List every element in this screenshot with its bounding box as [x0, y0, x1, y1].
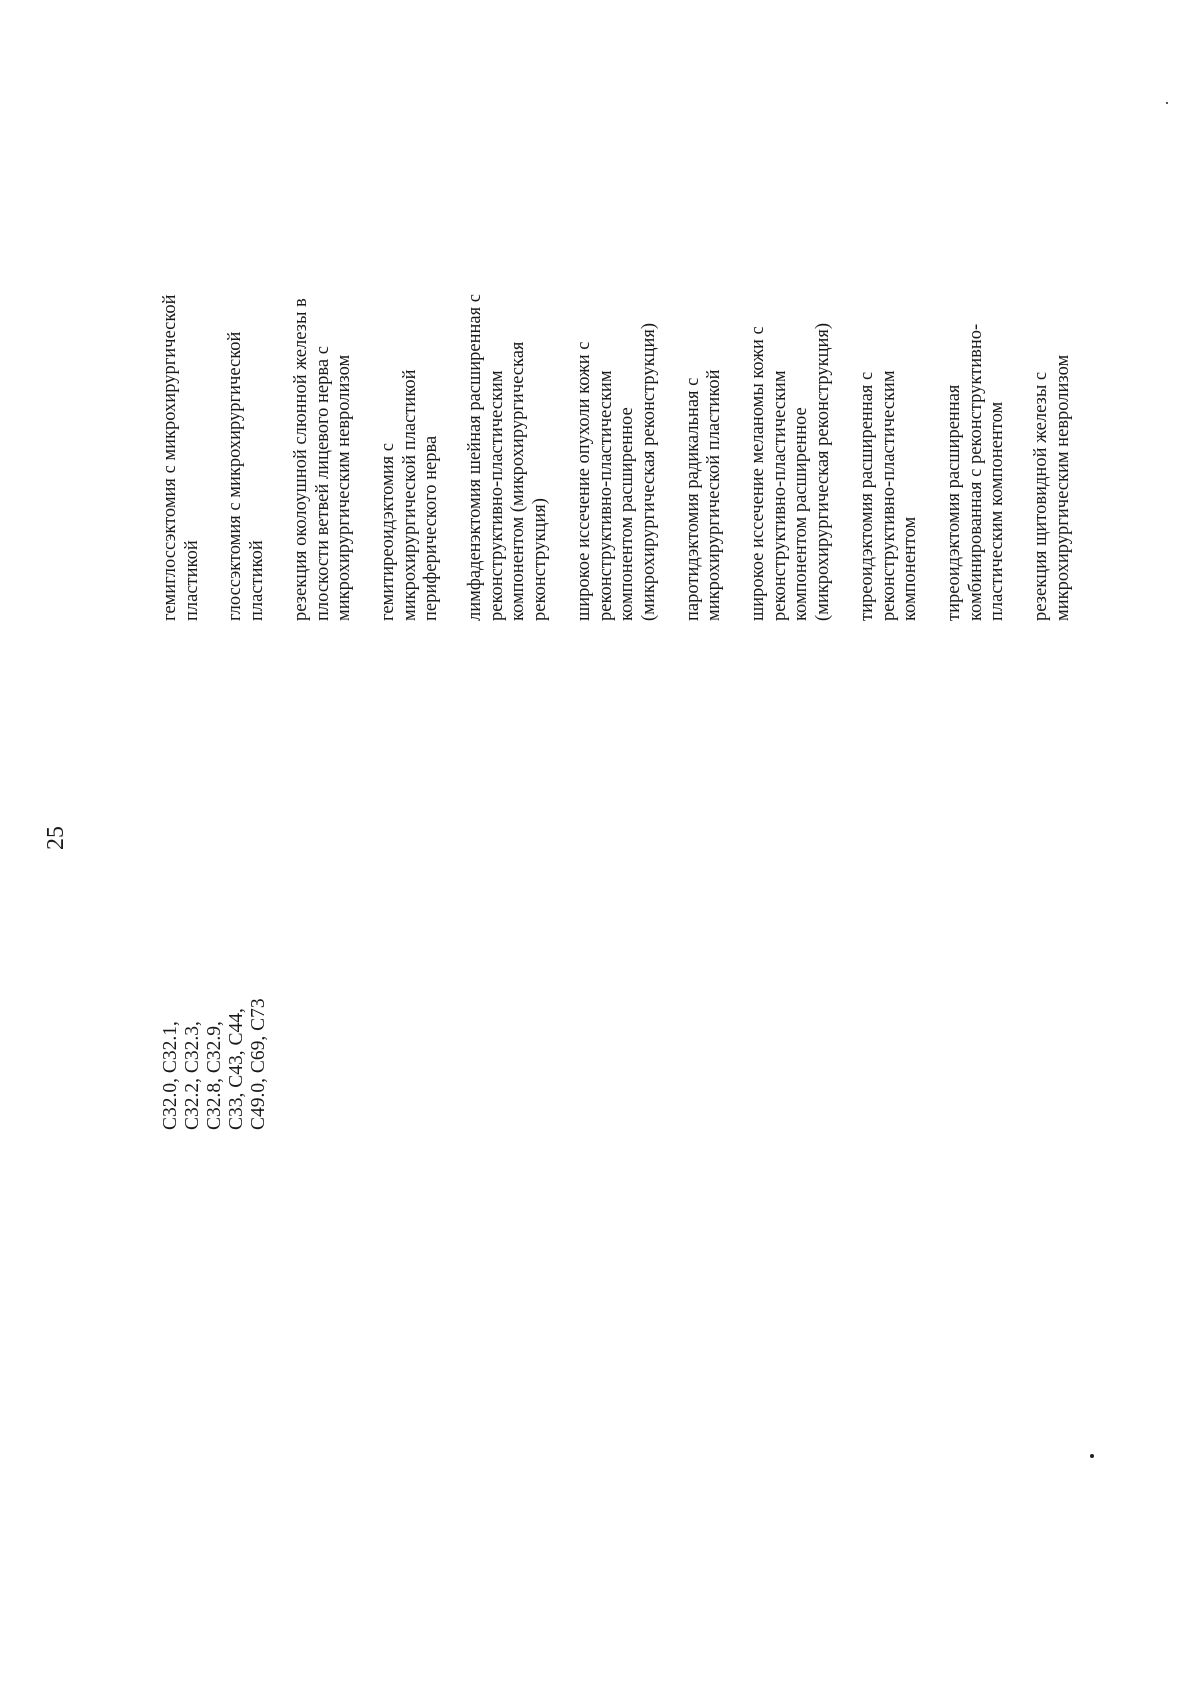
procedure-line: (микрохирургическая реконструкция)	[813, 322, 834, 621]
code-line: C49.0, C69, C73	[248, 998, 269, 1130]
procedure-item	[748, 181, 835, 621]
procedure-item	[225, 181, 268, 621]
code-line: C32.8, C32.9,	[204, 1021, 225, 1130]
procedure-item	[291, 181, 356, 621]
procedure-line: периферического нерва	[421, 435, 442, 621]
code-line: C32.2, C32.3,	[182, 1021, 203, 1130]
procedure-line: широкое иссечение меланомы кожи с	[748, 326, 769, 621]
procedure-line: тиреоидэктомия расширенная	[943, 384, 964, 621]
procedure-line: реконструкция)	[530, 498, 551, 621]
procedure-item	[1031, 181, 1074, 621]
procedure-line: микрохирургической пластикой	[399, 369, 420, 621]
procedure-line: широкое иссечение опухоли кожи с	[573, 341, 594, 621]
page-number: 25	[43, 826, 69, 850]
procedure-line: тиреоидэктомия расширенная с	[856, 371, 877, 621]
procedure-item	[857, 181, 922, 621]
code-line: C33, C43, C44,	[226, 1008, 247, 1130]
procedure-item	[160, 181, 203, 621]
code-line: C32.0, C32.1,	[160, 1021, 181, 1130]
procedure-line: пластическим компонентом	[987, 401, 1008, 621]
procedure-line: компонентом	[900, 516, 921, 621]
procedure-line: компонентом расширенное	[791, 407, 812, 621]
procedure-line: плоскости ветвей лицевого нерва с	[312, 346, 333, 621]
procedure-item	[574, 181, 661, 621]
procedure-line: лимфаденэктомия шейная расширенная с	[465, 294, 486, 621]
procedure-list	[160, 181, 1097, 621]
procedure-line: микрохирургическим невролизом	[1052, 354, 1073, 621]
procedure-line: комбинированная с реконструктивно-	[965, 323, 986, 621]
procedure-line: реконструктивно-пластическим	[769, 370, 790, 621]
procedure-item	[465, 181, 552, 621]
procedure-line: резекция щитовидной железы с	[1031, 371, 1052, 621]
procedure-line: резекция околоушной слюнной железы в	[290, 298, 311, 621]
procedure-item	[944, 181, 1009, 621]
procedure-line: глоссэктомия с микрохирургической	[225, 331, 246, 621]
procedure-line: реконструктивно-пластическим	[595, 370, 616, 621]
procedure-line: гемитиреоидэктомия с	[377, 442, 398, 621]
procedure-line: реконструктивно-пластическим	[486, 370, 507, 621]
diagnosis-codes	[160, 830, 270, 1130]
procedure-line: микрохирургической пластикой	[704, 369, 725, 621]
procedure-line: (микрохирургическая реконструкция)	[638, 322, 659, 621]
procedure-item	[378, 181, 443, 621]
procedure-line: компонентом (микрохирургическая	[508, 341, 529, 621]
procedure-line: пластикой	[181, 540, 202, 621]
scan-speck	[1090, 1454, 1094, 1458]
procedure-line: компонентом расширенное	[617, 407, 638, 621]
procedure-item	[683, 181, 726, 621]
procedure-line: микрохирургическим невролизом	[334, 354, 355, 621]
procedure-line: паротидэктомия радикальная с	[682, 377, 703, 621]
procedure-line: пластикой	[247, 540, 268, 621]
procedure-line: реконструктивно-пластическим	[878, 370, 899, 621]
scan-speck	[1166, 102, 1168, 104]
procedure-line: гемиглоссэктомия с микрохирургической	[160, 294, 180, 621]
